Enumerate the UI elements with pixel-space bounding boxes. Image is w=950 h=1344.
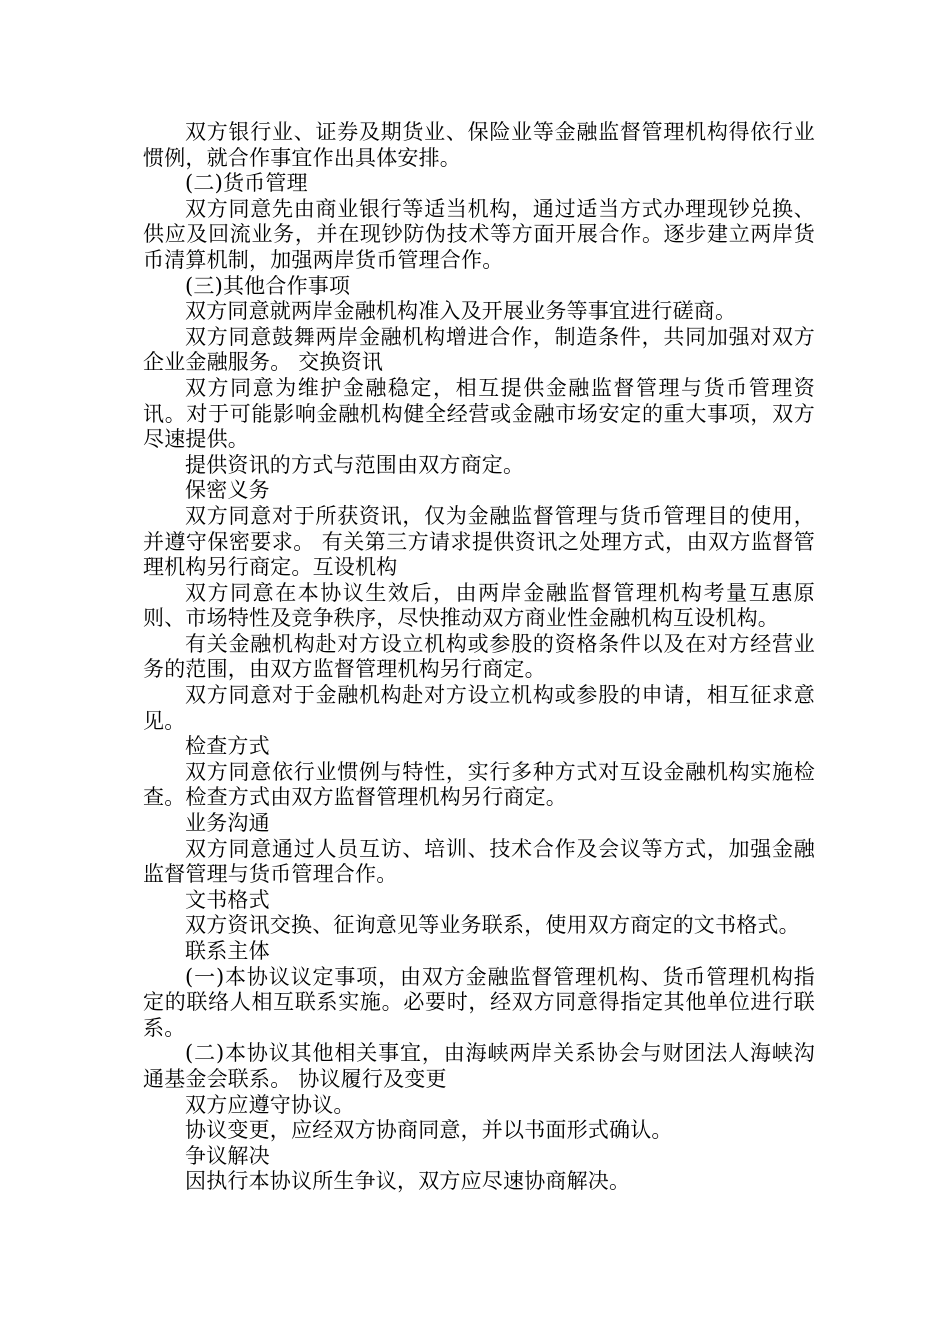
paragraph: 双方资讯交换、征询意见等业务联系，使用双方商定的文书格式。 [185, 913, 800, 938]
section-heading: 业务沟通 [185, 811, 270, 836]
paragraph: 提供资讯的方式与范围由双方商定。 [185, 452, 525, 477]
section-heading: 保密义务 [185, 478, 270, 503]
paragraph: 双方应遵守协议。 [185, 1092, 355, 1117]
paragraph: 双方银行业、证券及期货业、保险业等金融监督管理机构得依行业惯例，就合作事宜作出具体安排。 [143, 120, 815, 170]
paragraph: (二)本协议其他相关事宜，由海峡两岸关系协会与财团法人海峡沟通基金会联系。 协议履行及变更 [143, 1041, 815, 1091]
paragraph: (一)本协议议定事项，由双方金融监督管理机构、货币管理机构指定的联络人相互联系实施。必要时，经双方同意得指定其他单位进行联系。 [143, 964, 815, 1040]
document-body [143, 120, 815, 1195]
paragraph: 因执行本协议所生争议，双方应尽速协商解决。 [185, 1169, 631, 1194]
paragraph: 双方同意就两岸金融机构准入及开展业务等事宜进行磋商。 [185, 299, 737, 324]
paragraph: 双方同意在本协议生效后，由两岸金融监督管理机构考量互惠原则、市场特性及竞争秩序，尽快推动双方商业性金融机构互设机构。 [143, 580, 815, 631]
section-heading: 联系主体 [185, 939, 270, 963]
section-heading: (二)货币管理 [185, 171, 308, 196]
paragraph: 有关金融机构赴对方设立机构或参股的资格条件以及在对方经营业务的范围，由双方监督管理机构另行商定。 [143, 631, 815, 682]
section-heading: 文书格式 [185, 887, 270, 912]
paragraph: 双方同意对于金融机构赴对方设立机构或参股的申请，相互征求意见。 [143, 683, 815, 733]
paragraph: 双方同意依行业惯例与特性，实行多种方式对互设金融机构实施检查。检查方式由双方监督管理机构另行商定。 [143, 759, 815, 810]
paragraph: 协议变更，应经双方协商同意，并以书面形式确认。 [185, 1118, 673, 1143]
paragraph: 双方同意先由商业银行等适当机构，通过适当方式办理现钞兑换、供应及回流业务，并在现钞防伪技术等方面开展合作。逐步建立两岸货币清算机制，加强两岸货币管理合作。 [143, 196, 815, 272]
paragraph: 双方同意通过人员互访、培训、技术合作及会议等方式，加强金融监督管理与货币管理合作。 [143, 836, 815, 887]
section-heading: (三)其他合作事项 [185, 273, 351, 298]
section-heading: 检查方式 [185, 734, 270, 759]
paragraph: 双方同意鼓舞两岸金融机构增进合作，制造条件，共同加强对双方企业金融服务。 交换资讯 [143, 324, 815, 375]
paragraph: 双方同意为维护金融稳定，相互提供金融监督管理与货币管理资讯。对于可能影响金融机构健全经营或金融市场安定的重大事项，双方尽速提供。 [143, 375, 815, 452]
paragraph: 双方同意对于所获资讯，仅为金融监督管理与货币管理目的使用，并遵守保密要求。 有关第三方请求提供资讯之处理方式，由双方监督管理机构另行商定。互设机构 [143, 503, 815, 580]
section-heading: 争议解决 [185, 1143, 270, 1168]
